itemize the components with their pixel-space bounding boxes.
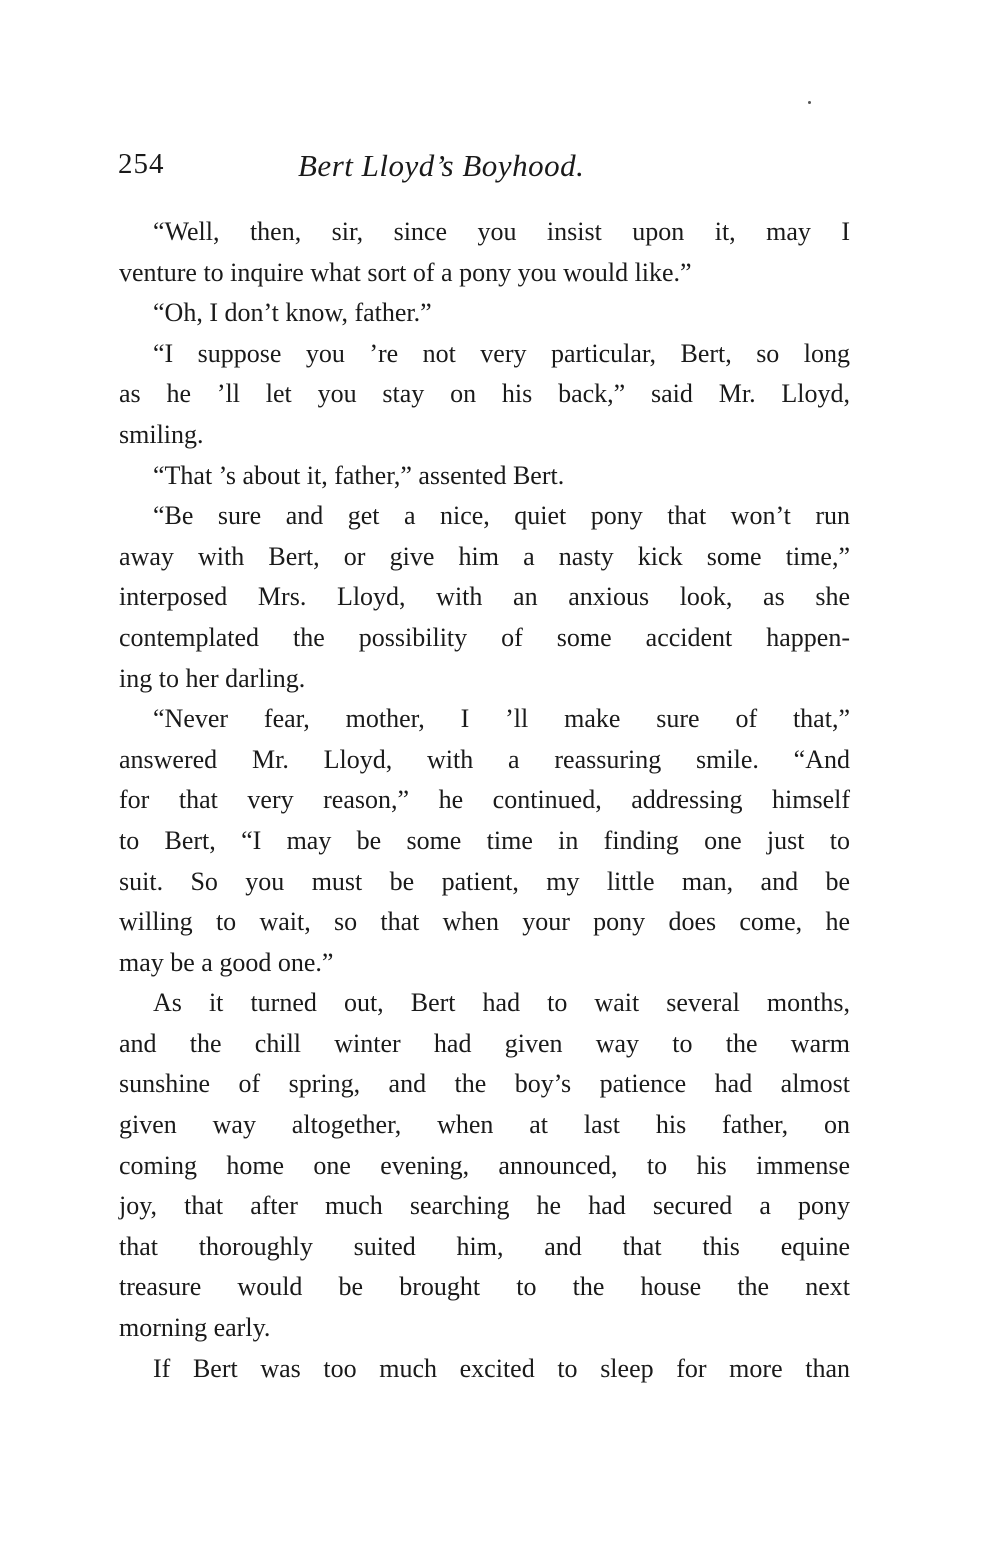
text-line: joy, that after much searching he had secured a pony — [119, 1191, 850, 1221]
text-line: treasure would be brought to the house the next — [119, 1272, 850, 1302]
running-head — [118, 148, 850, 192]
body-text — [119, 212, 850, 1389]
text-line: suit. So you must be patient, my little man, and be — [119, 866, 850, 896]
page-number: 254 — [118, 148, 165, 180]
text-line: that thoroughly suited him, and that this equine — [119, 1231, 850, 1261]
book-title: Bert Lloyd’s Boyhood. — [298, 148, 585, 183]
print-speck — [808, 101, 811, 104]
text-line: “Be sure and get a nice, quiet pony that won’t run — [153, 501, 850, 531]
text-line: and the chill winter had given way to the warm — [119, 1028, 850, 1058]
text-line: “That ’s about it, father,” assented Bert. — [153, 460, 565, 490]
text-line: “Oh, I don’t know, father.” — [153, 298, 432, 328]
text-line: As it turned out, Bert had to wait several months, — [153, 988, 850, 1018]
text-line: ing to her darling. — [119, 663, 306, 693]
text-line: to Bert, “I may be some time in finding one just to — [119, 825, 850, 855]
text-line: willing to wait, so that when your pony does come, he — [119, 907, 850, 937]
text-line: smiling. — [119, 419, 204, 449]
text-line: as he ’ll let you stay on his back,” said Mr. Lloyd, — [119, 379, 850, 409]
text-line: sunshine of spring, and the boy’s patience had almost — [119, 1069, 850, 1099]
text-line: If Bert was too much excited to sleep for more than — [153, 1353, 850, 1383]
text-line: “Never fear, mother, I ’ll make sure of that,” — [153, 704, 850, 734]
text-line: interposed Mrs. Lloyd, with an anxious look, as she — [119, 582, 850, 612]
text-line: venture to inquire what sort of a pony you would like.” — [119, 257, 692, 287]
text-line: may be a good one.” — [119, 947, 334, 977]
text-line: for that very reason,” he continued, addressing himself — [119, 785, 850, 815]
text-line: “Well, then, sir, since you insist upon it, may I — [153, 217, 850, 246]
text-line: given way altogether, when at last his father, on — [119, 1110, 850, 1140]
text-line: contemplated the possibility of some accident happen- — [119, 622, 850, 652]
text-line: morning early. — [119, 1313, 271, 1343]
text-line: “I suppose you ’re not very particular, Bert, so long — [153, 338, 850, 368]
text-line: away with Bert, or give him a nasty kick some time,” — [119, 541, 850, 571]
text-line: coming home one evening, announced, to his immense — [119, 1150, 850, 1180]
text-line: answered Mr. Lloyd, with a reassuring smile. “And — [119, 744, 850, 774]
